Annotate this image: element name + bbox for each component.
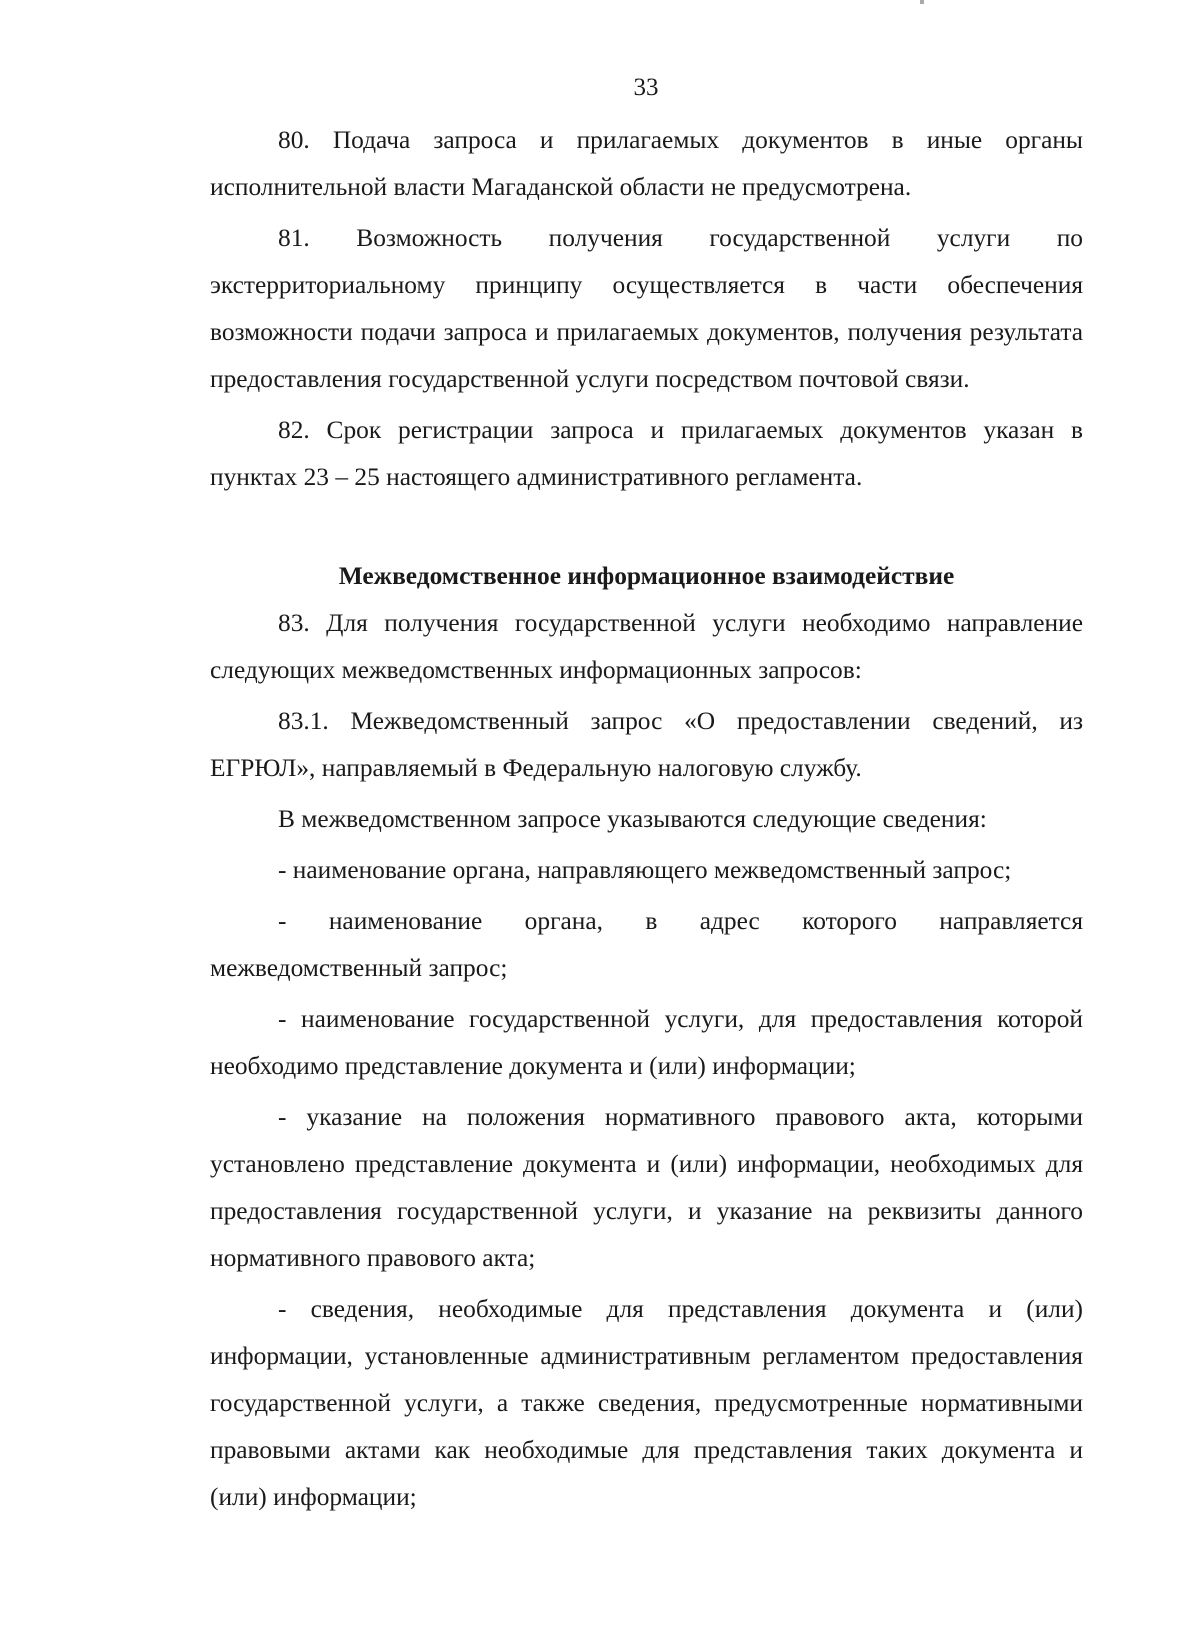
section-heading: Межведомственное информационное взаимодействие [338, 562, 955, 590]
paragraph-81: 81. Возможность получения государственной услуги по экстерриториальному принципу осуществляется в части обеспечения возможности подачи запроса и прилагаемых документов, получения результата предоставления государственной услуги посредством почтовой связи. [210, 224, 1083, 393]
list-item-addressee-body: - наименование органа, в адрес которого направляется межведомственный запрос; [210, 907, 1083, 982]
paragraph-intro-list: В межведомственном запросе указываются следующие сведения: [278, 805, 987, 833]
list-item-required-info: - сведения, необходимые для представления документа и (или) информации, установленные административным регламентом предоставления государственной услуги, а также сведения, предусмотренные нормативными правовыми актами как необходимые для представления таких документа и (или) информации; [210, 1295, 1083, 1511]
page-number: 33 [633, 74, 659, 101]
list-item-requesting-body: - наименование органа, направляющего межведомственный запрос; [278, 856, 1012, 884]
paragraph-82: 82. Срок регистрации запроса и прилагаемых документов указан в пунктах 23 – 25 настоящего административного регламента. [210, 416, 1083, 491]
list-item-service-name: - наименование государственной услуги, для предоставления которой необходимо представление документа и (или) информации; [210, 1005, 1083, 1080]
scan-artifact [920, 0, 924, 4]
paragraph-80: 80. Подача запроса и прилагаемых документов в иные органы исполнительной власти Магаданской области не предусмотрена. [210, 126, 1083, 201]
paragraph-83-1: 83.1. Межведомственный запрос «О предоставлении сведений, из ЕГРЮЛ», направляемый в Федеральную налоговую службу. [210, 707, 1083, 782]
paragraph-83: 83. Для получения государственной услуги необходимо направление следующих межведомственных информационных запросов: [210, 609, 1083, 684]
document-body [210, 117, 1083, 1521]
list-item-legal-act: - указание на положения нормативного правового акта, которыми установлено представление документа и (или) информации, необходимых для предоставления государственной услуги, и указание на реквизиты данного нормативного правового акта; [210, 1103, 1083, 1272]
